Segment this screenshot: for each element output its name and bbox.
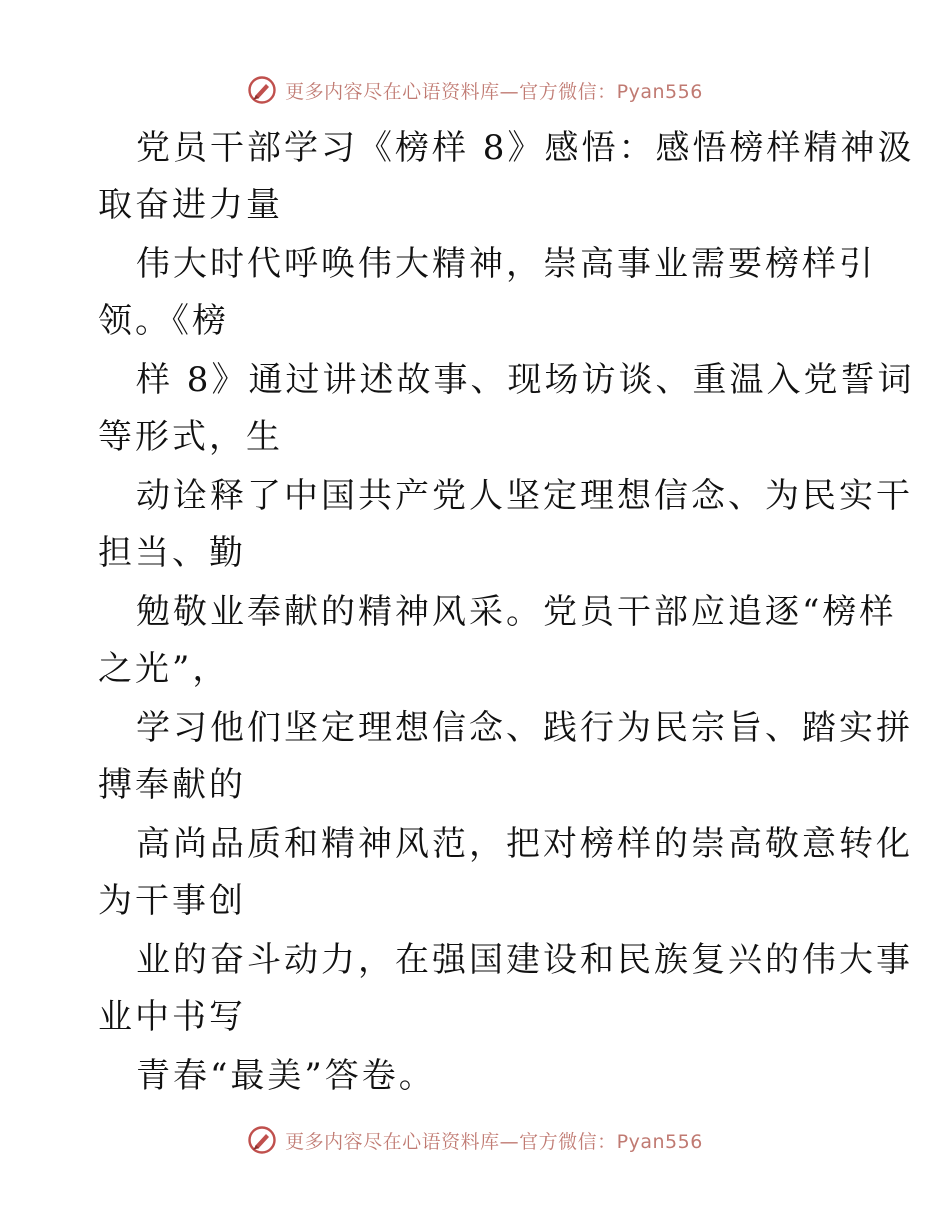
text-line: 等形式，生 xyxy=(98,417,283,457)
text-line: 样 8》通过讲述故事、现场访谈、重温入党誓词 xyxy=(136,360,915,400)
text-line: 勉敬业奉献的精神风采。党员干部应追逐“榜样 xyxy=(136,592,897,632)
footer-watermark xyxy=(0,1120,950,1160)
text-line: 党员干部学习《榜样 8》感悟：感悟榜样精神汲 xyxy=(136,128,915,168)
header-watermark xyxy=(0,70,950,110)
text-line: 伟大时代呼唤伟大精神，崇高事业需要榜样引 xyxy=(136,244,876,284)
text-line: 之光”， xyxy=(98,649,230,689)
watermark-text: 更多内容尽在心语资料库—官方微信：Pyan556 xyxy=(285,80,703,103)
text-line: 青春“最美”答卷。 xyxy=(136,1056,436,1096)
watermark-text: 更多内容尽在心语资料库—官方微信：Pyan556 xyxy=(285,1130,703,1153)
text-line: 学习他们坚定理想信念、践行为民宗旨、踏实拼 xyxy=(136,708,913,748)
text-line: 高尚品质和精神风范，把对榜样的崇高敬意转化 xyxy=(136,824,913,864)
text-line: 动诠释了中国共产党人坚定理想信念、为民实干 xyxy=(136,476,913,516)
text-line: 领。《榜 xyxy=(98,301,229,341)
pen-seal-icon xyxy=(247,75,277,105)
text-line: 为干事创 xyxy=(98,881,246,921)
text-line: 担当、勤 xyxy=(98,533,246,573)
text-line: 搏奉献的 xyxy=(98,765,246,805)
text-line: 业中书写 xyxy=(98,997,246,1037)
text-line: 取奋进力量 xyxy=(98,185,283,225)
text-line: 业的奋斗动力，在强国建设和民族复兴的伟大事 xyxy=(136,940,913,980)
pen-seal-icon xyxy=(247,1125,277,1155)
